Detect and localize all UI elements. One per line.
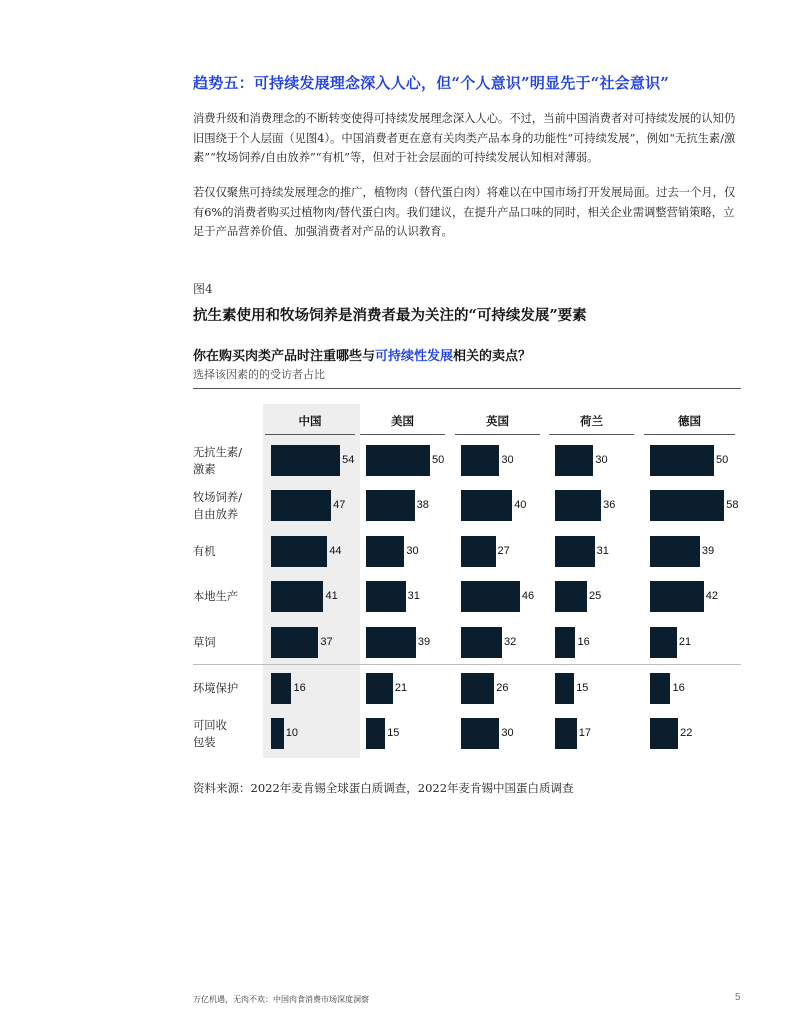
chart-top-rule [193,388,741,389]
row-label [193,717,227,751]
bar-value-label: 47 [333,499,346,511]
column-header-rule [644,434,735,435]
bar-value-label: 50 [432,454,445,466]
bar [555,490,601,521]
bar-value-label: 30 [501,454,514,466]
row-label-line: 牧场饲养/ [193,490,242,504]
bar-value-label: 21 [678,636,692,648]
bar [271,718,284,749]
bar-value-label: 22 [680,727,693,739]
bar [271,536,327,567]
bar-value-label: 38 [416,499,429,511]
bar [461,627,502,658]
bar [461,536,496,567]
page-number: 5 [735,992,741,1003]
row-label-line: 包装 [193,735,216,749]
bar [366,536,404,567]
bar-value-label: 41 [325,590,338,602]
row-label-line: 有机 [193,545,216,558]
bar-value-label: 40 [514,499,527,511]
bar-value-label: 50 [716,454,729,466]
column-header: 德国 [678,414,701,428]
bar-value-label: 16 [293,682,306,694]
row-label [193,444,242,478]
bar-value-label: 15 [576,682,589,694]
row-label [193,680,238,697]
bar-value-label: 10 [285,727,299,739]
bar [555,673,574,704]
footer-report-title: 万亿机遇，无肉不欢：中国肉食消费市场深度洞察 [193,995,369,1004]
bar-value-label: 17 [578,727,591,739]
bar [366,673,393,704]
row-label-line: 可回收 [193,718,227,732]
paragraph-2: 若仅仅聚焦可持续发展理念的推广，植物肉（替代蛋白肉）将难以在中国市场打开发展局面。过去一个月，仅有6%的消费者购买过植物肉/替代蛋白肉。我们建议，在提升产品口味的同时，相关企业需调整营销策略，立足于产品营养价值、加强消费者对产品的认识教育。 [193,186,736,238]
bar-value-label: 39 [417,636,431,648]
trend-title: 趋势五：可持续发展理念深入人心，但“个人意识”明显先于“社会意识” [193,74,670,92]
row-label-line: 草饲 [193,636,216,649]
bar [555,627,575,658]
bar [650,627,677,658]
bar-value-label: 16 [672,682,685,694]
column-header-rule [455,434,540,435]
row-label-line: 激素 [193,462,216,476]
bar [366,490,415,521]
column-header: 美国 [391,414,414,428]
question-highlight: 可持续性发展 [375,349,454,364]
column-header: 荷兰 [580,414,603,428]
bar-value-label: 31 [407,590,420,602]
bar [271,673,291,704]
figure-title: 抗生素使用和牧场饲养是消费者最为关注的“可持续发展”要素 [193,307,587,324]
bar [366,581,406,612]
bar [650,445,714,476]
row-label-line: 自由放养 [193,507,239,521]
bar-value-label: 16 [577,636,590,648]
bar-value-label: 42 [705,590,718,602]
bar [555,536,595,567]
bar [271,581,323,612]
column-header: 英国 [486,414,509,428]
bar-value-label: 39 [701,545,715,557]
figure-label: 图4 [193,282,213,296]
bar-value-label: 46 [521,590,535,602]
bar [650,581,704,612]
bar-value-label: 21 [394,682,408,694]
bar-value-label: 27 [497,545,510,557]
bar-value-label: 15 [387,727,400,739]
bar-value-label: 36 [603,499,616,511]
bar [271,490,331,521]
bar [271,445,340,476]
figure-subtitle: 选择该因素的的受访者占比 [193,368,325,381]
bar [461,445,499,476]
bar-value-label: 37 [320,636,333,648]
row-label [193,489,242,523]
question-suffix: 相关的卖点？ [453,349,532,364]
bar-value-label: 30 [406,545,419,557]
bar [366,627,416,658]
row-label-line: 本地生产 [193,590,239,603]
row-label-line: 环境保护 [193,682,239,695]
bar [650,536,700,567]
bar [271,627,318,658]
bar-value-label: 44 [329,545,342,557]
bar-value-label: 58 [726,499,739,511]
bar-value-label: 30 [501,727,514,739]
bar-value-label: 31 [596,545,609,557]
column-header-rule [265,434,355,435]
question-prefix: 你在购买肉类产品时注重哪些与 [193,349,376,364]
column-header: 中国 [298,414,322,428]
bar [555,718,577,749]
bar-value-label: 26 [496,682,509,694]
bar-value-label: 32 [503,636,517,648]
column-header-rule [549,434,634,435]
column-header-rule [360,434,445,435]
bar [555,445,593,476]
bar [366,445,430,476]
row-label-line: 无抗生素/ [193,445,242,459]
row-label [193,543,216,560]
bar [461,673,494,704]
bar [461,581,520,612]
bar [366,718,385,749]
bar [650,673,670,704]
bar [650,718,678,749]
figure-question [193,345,531,364]
row-label [193,588,238,605]
bar [461,490,512,521]
bar [461,718,499,749]
paragraph-1: 消费升级和消费理念的不断转变使得可持续发展理念深入人心。不过，当前中国消费者对可持续发展的认知仍旧围绕于个人层面（见图4）。中国消费者更在意有关肉类产品本身的功能性“可持续发展”，例如“无抗生素/激素”“牧场饲养/自由放养”“有机”等，但对于社会层面的可持续发展认知相对薄弱。 [193,112,736,164]
bar-value-label: 30 [595,454,608,466]
bar [555,581,587,612]
source-note: 资料来源：2022年麦肯锡全球蛋白质调查，2022年麦肯锡中国蛋白质调查 [193,781,574,795]
bar [650,490,724,521]
bar-value-label: 54 [342,454,355,466]
row-label [193,634,216,651]
bar-value-label: 25 [589,590,602,602]
chart-divider [193,664,741,665]
